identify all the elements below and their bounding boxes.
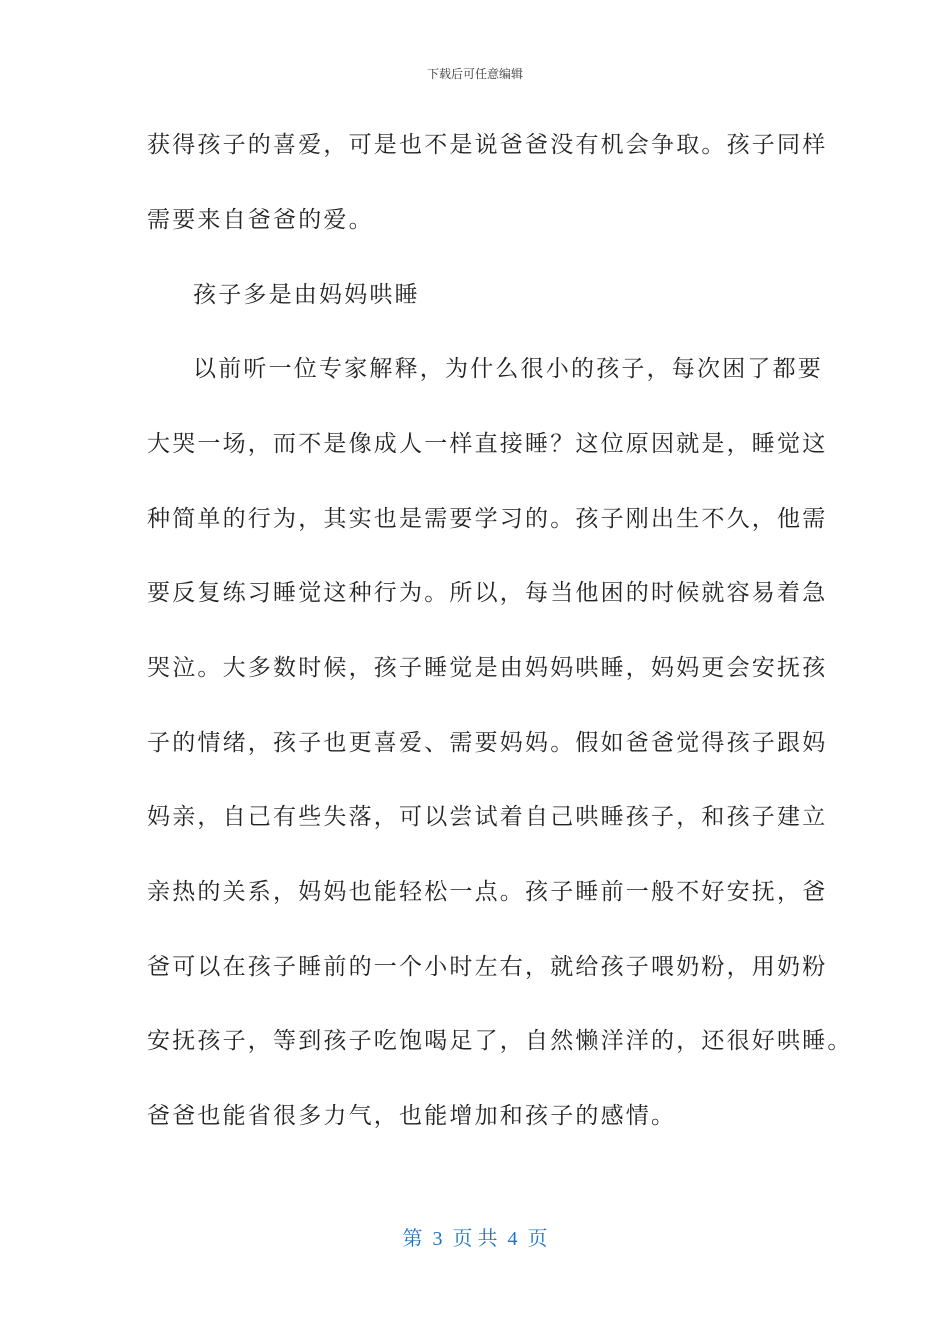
paragraph-line: 以前听一位专家解释，为什么很小的孩子，每次困了都要 bbox=[193, 356, 823, 382]
paragraph-line: 妈亲，自己有些失落，可以尝试着自己哄睡孩子，和孩子建立 bbox=[147, 804, 828, 830]
paragraph-line: 获得孩子的喜爱，可是也不是说爸爸没有机会争取。孩子同样 bbox=[147, 132, 828, 158]
paragraph-line: 种简单的行为，其实也是需要学习的。孩子刚出生不久，他需 bbox=[147, 506, 828, 532]
page-number: 第 3 页 共 4 页 bbox=[402, 1228, 548, 1250]
section-heading: 孩子多是由妈妈哄睡 bbox=[193, 282, 420, 308]
paragraph-line: 大哭一场，而不是像成人一样直接睡？这位原因就是，睡觉这 bbox=[147, 431, 828, 457]
paragraph-line: 哭泣。大多数时候，孩子睡觉是由妈妈哄睡，妈妈更会安抚孩 bbox=[147, 655, 828, 681]
paragraph-line: 爸爸也能省很多力气，也能增加和孩子的感情。 bbox=[147, 1103, 677, 1129]
paragraph-line: 要反复练习睡觉这种行为。所以，每当他困的时候就容易着急 bbox=[147, 580, 828, 606]
paragraph-line: 安抚孩子，等到孩子吃饱喝足了，自然懒洋洋的，还很好哄睡。 bbox=[147, 1028, 853, 1054]
paragraph-line: 爸可以在孩子睡前的一个小时左右，就给孩子喂奶粉，用奶粉 bbox=[147, 954, 828, 980]
paragraph-line: 需要来自爸爸的爱。 bbox=[147, 207, 374, 233]
page-header-note: 下载后可任意编辑 bbox=[426, 67, 523, 81]
paragraph-line: 子的情绪，孩子也更喜爱、需要妈妈。假如爸爸觉得孩子跟妈 bbox=[147, 730, 828, 756]
paragraph-line: 亲热的关系，妈妈也能轻松一点。孩子睡前一般不好安抚，爸 bbox=[147, 879, 828, 905]
